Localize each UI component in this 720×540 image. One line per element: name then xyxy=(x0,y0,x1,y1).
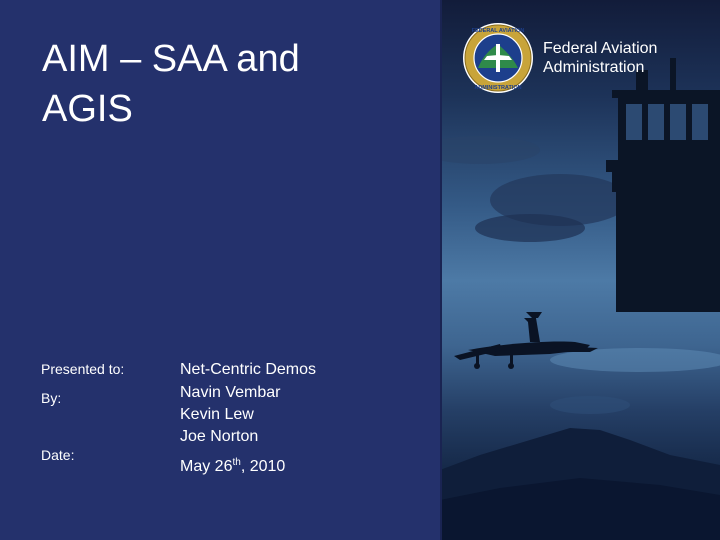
agency-name-line1: Federal Aviation xyxy=(543,40,658,57)
slide-title xyxy=(42,34,382,134)
panel-divider xyxy=(440,0,442,540)
slide-title-line2: AGIS xyxy=(42,88,133,130)
presenter-name: Navin Vembar xyxy=(180,384,281,401)
date-ordinal: th xyxy=(232,457,241,468)
agency-name-line2: Administration xyxy=(543,59,645,76)
date-label: Date: xyxy=(41,447,75,463)
svg-text:ADMINISTRATION: ADMINISTRATION xyxy=(474,85,522,91)
date-prefix: May 26 xyxy=(180,458,233,475)
faa-seal-icon xyxy=(462,22,534,94)
presenter-name: Joe Norton xyxy=(180,428,259,445)
presented-to-value: Net-Centric Demos xyxy=(180,361,317,378)
date-value xyxy=(180,456,285,477)
presenter-name: Kevin Lew xyxy=(180,406,254,423)
slide-title-line1: AIM – SAA and xyxy=(42,38,300,80)
presented-to-label: Presented to: xyxy=(41,361,125,377)
svg-text:FEDERAL AVIATION: FEDERAL AVIATION xyxy=(471,28,525,34)
date-year: , 2010 xyxy=(240,458,286,475)
by-label: By: xyxy=(41,390,62,406)
agency-name xyxy=(543,39,657,77)
